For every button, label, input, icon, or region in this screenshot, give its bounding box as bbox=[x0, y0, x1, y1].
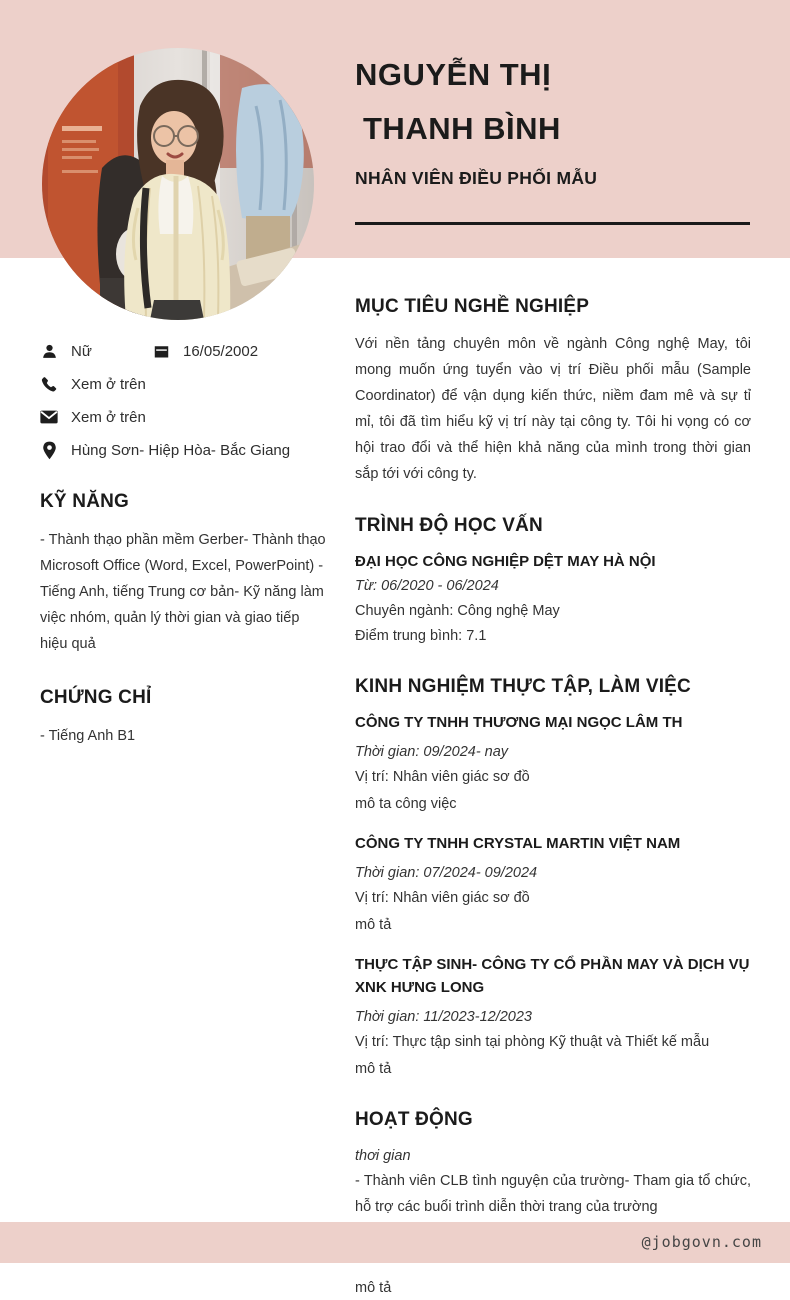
right-column bbox=[355, 296, 751, 1300]
experience-position: Vị trí: Nhân viên giác sơ đồ bbox=[355, 890, 530, 906]
info-row-phone bbox=[40, 373, 330, 395]
activities-description: mô tả bbox=[355, 1280, 392, 1296]
footer-band bbox=[0, 1222, 790, 1263]
activities-heading: HOẠT ĐỘNG bbox=[355, 1109, 473, 1130]
experience-description: mô tả bbox=[355, 1061, 392, 1077]
job-title: NHÂN VIÊN ĐIỀU PHỐI MẪU bbox=[355, 168, 598, 188]
profile-photo bbox=[42, 48, 314, 320]
calendar-icon bbox=[152, 342, 170, 360]
watermark: @jobgovn.com bbox=[641, 1233, 762, 1251]
experience-company: CÔNG TY TNHH THƯƠNG MẠI NGỌC LÂM TH bbox=[355, 714, 683, 731]
experience-period: Thời gian: 07/2024- 09/2024 bbox=[355, 865, 538, 881]
experience-item bbox=[355, 953, 751, 1081]
skills-heading: KỸ NĂNG bbox=[40, 491, 130, 512]
birthday-value: 16/05/2002 bbox=[183, 342, 259, 360]
experience-position: Vị trí: Thực tập sinh tại phòng Kỹ thuật và Thiết kế mẫu bbox=[355, 1034, 710, 1050]
experience-description: mô tả bbox=[355, 917, 392, 933]
header-divider bbox=[355, 222, 750, 225]
phone-icon bbox=[40, 375, 58, 393]
education-major: Chuyên ngành: Công nghệ May bbox=[355, 603, 560, 619]
education-gpa: Điểm trung bình: 7.1 bbox=[355, 628, 487, 644]
experience-period: Thời gian: 11/2023-12/2023 bbox=[355, 1009, 532, 1025]
education-period: Từ: 06/2020 - 06/2024 bbox=[355, 578, 499, 594]
info-row-gender-birthday bbox=[40, 340, 330, 362]
activities-body: - Thành viên CLB tình nguyện của trường- Tham gia tổ chức, hỗ trợ các buổi trình diễn thời trang của trường bbox=[355, 1173, 751, 1215]
experience-company: THỰC TẬP SINH- CÔNG TY CỔ PHẦN MAY VÀ DỊCH VỤ XNK HƯNG LONG bbox=[355, 956, 750, 996]
experience-company: CÔNG TY TNHH CRYSTAL MARTIN VIỆT NAM bbox=[355, 835, 681, 852]
gender-value: Nữ bbox=[71, 342, 92, 360]
profile-photo-illustration bbox=[42, 48, 314, 320]
experience-position: Vị trí: Nhân viên giác sơ đồ bbox=[355, 769, 530, 785]
objective-body: Với nền tảng chuyên môn về ngành Công nghệ May, tôi mong muốn ứng tuyển vào vị trí Điều phối mẫu (Sample Coordinator) để vận dụng kiến thức, niềm đam mê và sự tỉ mỉ, tôi đã tìm hiểu kỹ vị trí này tại công ty. Tôi hi vọng có cơ hội trao đổi và thể hiện khả năng của mình trong thời gian sắp tới với công ty. bbox=[355, 336, 751, 482]
info-row-address bbox=[40, 439, 330, 461]
certificates-heading: CHỨNG CHỈ bbox=[40, 687, 152, 708]
name-line-2: THANH BÌNH bbox=[363, 111, 561, 146]
address-value: Hùng Sơn- Hiệp Hòa- Bắc Giang bbox=[71, 441, 291, 459]
skills-body: - Thành thạo phần mềm Gerber- Thành thạo Microsoft Office (Word, Excel, PowerPoint) - Tiếng Anh, tiếng Trung cơ bản- Kỹ năng làm việc nhóm, quản lý thời gian và giao tiếp hiệu quả bbox=[40, 532, 326, 652]
education-school: ĐẠI HỌC CÔNG NGHIỆP DỆT MAY HÀ NỘI bbox=[355, 553, 656, 570]
phone-value: Xem ở trên bbox=[71, 375, 146, 393]
info-row-email bbox=[40, 406, 330, 428]
location-pin-icon bbox=[40, 441, 58, 459]
person-icon bbox=[40, 342, 58, 360]
certificates-body: - Tiếng Anh B1 bbox=[40, 728, 136, 744]
education-heading: TRÌNH ĐỘ HỌC VẤN bbox=[355, 515, 543, 536]
experience-period: Thời gian: 09/2024- nay bbox=[355, 744, 509, 760]
education-entry bbox=[355, 550, 751, 648]
email-value: Xem ở trên bbox=[71, 408, 146, 426]
mail-icon bbox=[40, 408, 58, 426]
header-text-block bbox=[355, 48, 751, 189]
left-column bbox=[40, 340, 330, 749]
experience-item bbox=[355, 711, 751, 816]
objective-heading: MỤC TIÊU NGHỀ NGHIỆP bbox=[355, 296, 590, 317]
name-line-1: NGUYỄN THỊ bbox=[355, 57, 552, 92]
activities-period: thơi gian bbox=[355, 1148, 411, 1164]
experience-heading: KINH NGHIỆM THỰC TẬP, LÀM VIỆC bbox=[355, 676, 691, 697]
experience-item bbox=[355, 832, 751, 937]
experience-description: mô ta công việc bbox=[355, 796, 457, 812]
